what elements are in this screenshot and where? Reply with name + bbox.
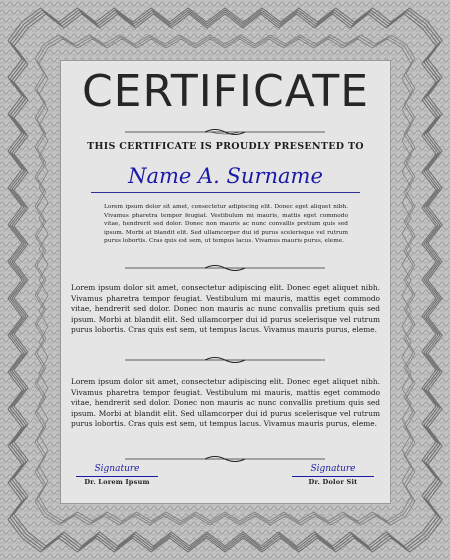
ornament-divider [125, 355, 325, 365]
recipient-name-underline [91, 192, 360, 193]
signature-line [292, 476, 374, 477]
signatory-name: Dr. Lorem Ipsum [84, 478, 150, 486]
recipient-name: Name A. Surname [128, 164, 323, 188]
signatory-name: Dr. Dolor Sit [308, 478, 358, 486]
ornament-divider [125, 263, 325, 273]
ornament-divider [125, 127, 325, 137]
signature-right [288, 464, 378, 498]
certificate-title: CERTIFICATE [81, 66, 370, 117]
signature-line [76, 476, 158, 477]
ornament-divider [125, 454, 325, 464]
paragraph-1: Lorem ipsum dolor sit amet, consectetur adipiscing elit. Donec eget aliquet nibh. Vivamus pharetra tempor feugiat. Vestibulum mi mauris, mattis eget commodo vitae, hendrerit sed dolor. Donec non mauris ac nunc convallis pretium quis sed ipsum. Morbi at blandit elit. Sed ullamcorper dui id purus scelerisque vel rutrum purus lobortis. Cras quis est sem, ut tempus lacus. Vivamus mauris purus, eleme. [104, 204, 348, 245]
signature-left [72, 464, 162, 498]
paragraph-3: Lorem ipsum dolor sit amet, consectetur adipiscing elit. Donec eget aliquet nibh. Vivamus pharetra tempor feugiat. Vestibulum mi mauris, mattis eget commodo vitae, hendrerit sed dolor. Donec non mauris ac nunc convallis pretium quis sed ipsum. Morbi at blandit elit. Sed ullamcorper dui id purus scelerisque vel rutrum purus lobortis. Cras quis est sem, ut tempus lacus. Vivamus mauris purus, eleme. [71, 377, 380, 429]
signature-script: Signature [310, 464, 356, 474]
presented-to-text: THIS CERTIFICATE IS PROUDLY PRESENTED TO [87, 141, 364, 152]
paragraph-2: Lorem ipsum dolor sit amet, consectetur adipiscing elit. Donec eget aliquet nibh. Vivamus pharetra tempor feugiat. Vestibulum mi mauris, mattis eget commodo vitae, hendrerit sed dolor. Donec non mauris ac nunc convallis pretium quis sed ipsum. Morbi at blandit elit. Sed ullamcorper dui id purus scelerisque vel rutrum purus lobortis. Cras quis est sem, ut tempus lacus. Vivamus mauris purus, eleme. [71, 283, 380, 335]
signature-script: Signature [94, 464, 140, 474]
